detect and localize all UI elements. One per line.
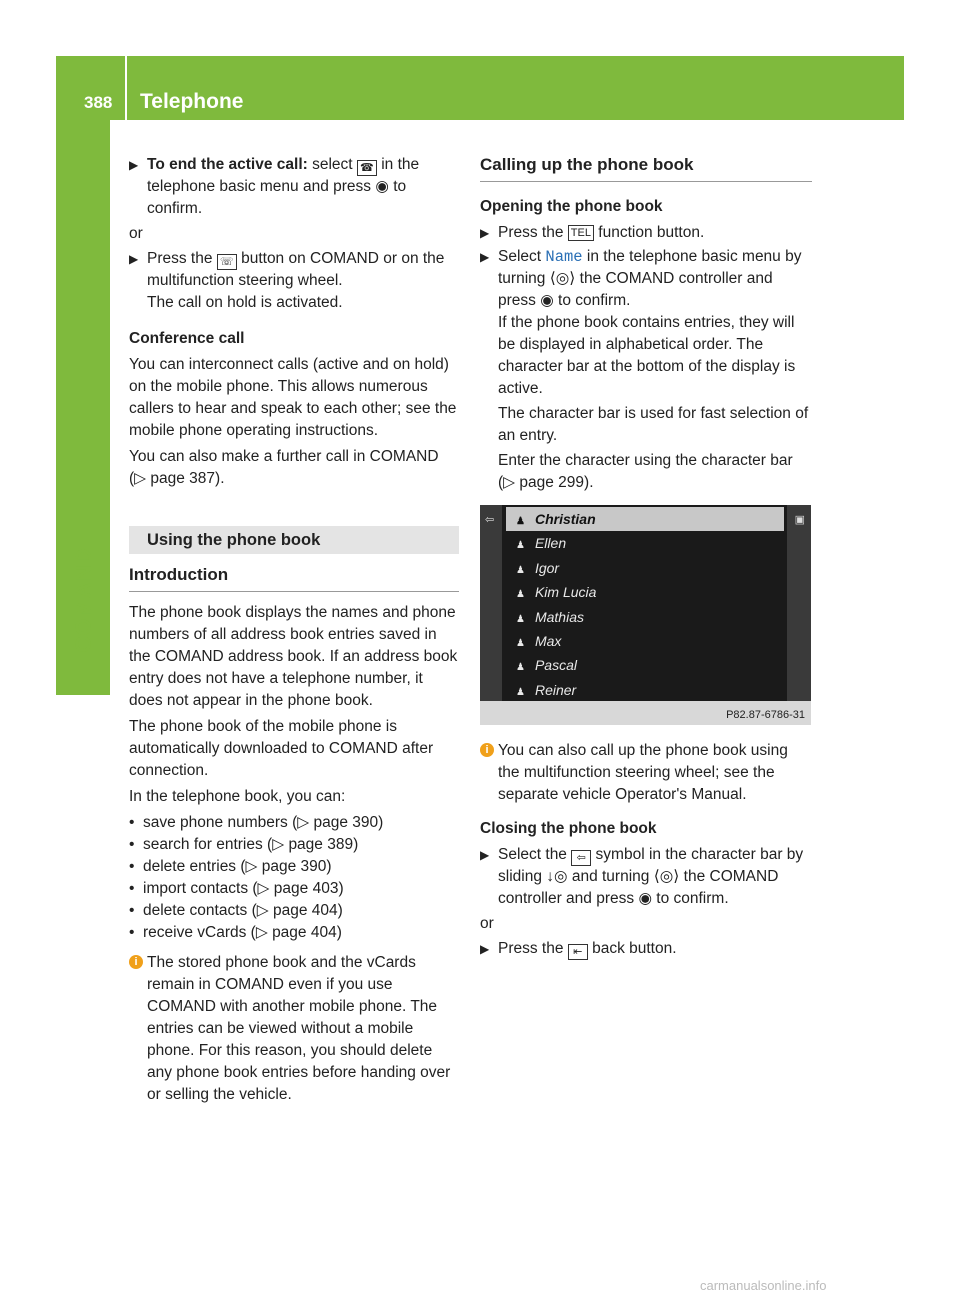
step-result: The call on hold is activated. xyxy=(147,294,343,311)
arrow-icon: ▶ xyxy=(480,942,490,956)
introduction-title: Introduction xyxy=(129,564,459,592)
turn-controller-icon: ⟨◎⟩ xyxy=(653,868,680,885)
contact-row: ♟ Reiner xyxy=(516,681,577,698)
contact-row: ♟ Max xyxy=(516,632,562,649)
opening-title: Opening the phone book xyxy=(480,198,663,215)
intro-para-3: In the telephone book, you can: xyxy=(129,788,346,805)
section-using-phone-book: Using the phone book xyxy=(129,526,459,554)
tel-key-icon: TEL xyxy=(568,225,594,241)
list-item: • receive vCards (▷ page 404) xyxy=(129,924,342,941)
person-icon: ♟ xyxy=(516,516,525,527)
person-icon: ♟ xyxy=(516,540,525,552)
contact-row: ♟ Ellen xyxy=(516,535,567,552)
conference-para-2: You can also make a further call in COMAND (▷ page 387). xyxy=(129,448,439,487)
info-note: i The stored phone book and the vCards remain in COMAND even if you use COMAND with another mobile phone. The entries can be viewed without a mobile phone. For this reason, you should delete any phone book entries before handing over or selling the vehicle. xyxy=(129,952,459,1106)
bullet-list xyxy=(129,812,459,944)
list-item: • delete contacts (▷ page 404) xyxy=(129,902,343,919)
image-code: P82.87-6786-31 xyxy=(726,709,805,721)
header-divider xyxy=(125,56,127,120)
press-controller-icon: ◉ xyxy=(638,890,652,907)
right-column-lower xyxy=(480,740,812,960)
menu-icon: ▣ xyxy=(794,514,805,526)
list-item: • search for entries (▷ page 389) xyxy=(129,836,359,853)
page-title: Telephone xyxy=(140,90,244,113)
arrow-icon: ▶ xyxy=(129,252,139,266)
list-item: • import contacts (▷ page 403) xyxy=(129,880,344,897)
info-note: i You can also call up the phone book using the multifunction steering wheel; see the separate vehicle Operator's Manual. xyxy=(480,740,812,806)
back-button-icon: ⇤ xyxy=(568,944,588,960)
watermark: carmanualsonline.info xyxy=(700,1278,827,1293)
back-arrow-icon: ⇦ xyxy=(485,514,495,526)
press-controller-icon: ◉ xyxy=(375,178,389,195)
arrow-icon: ▶ xyxy=(480,250,490,264)
section-calling-phone-book: Calling up the phone book xyxy=(480,154,812,182)
intro-para-1: The phone book displays the names and phone numbers of all address book entries saved in the COMAND address book. If an address book entry does not have a telephone number, it does not appear in the phone book. xyxy=(129,604,458,709)
slide-controller-icon: ↓◎ xyxy=(546,868,568,885)
step-select-name: ▶ Select Name in the telephone basic menu by turning ⟨◎⟩ the COMAND controller and press ◉ to confirm. xyxy=(480,248,802,309)
contact-row-selected: ♟ Christian xyxy=(506,507,784,531)
step-press-button: ▶ Press the ☏ button on COMAND or on the multifunction steering wheel. xyxy=(129,250,445,289)
step-end-call: ▶ To end the active call: select ☎ in the telephone basic menu and press ◉ to confirm. xyxy=(129,156,420,217)
turn-controller-icon: ⟨◎⟩ xyxy=(549,270,576,287)
right-column xyxy=(480,154,812,494)
person-icon: ♟ xyxy=(516,564,525,576)
or-text: or xyxy=(480,915,494,932)
contact-row: ♟ Igor xyxy=(516,559,560,576)
side-tab-label: COMAND xyxy=(71,547,96,653)
press-controller-icon: ◉ xyxy=(540,292,554,309)
select-name-para-2: The character bar is used for fast selection of an entry. xyxy=(498,405,809,444)
intro-para-2: The phone book of the mobile phone is automatically downloaded to COMAND after connection. xyxy=(129,718,434,779)
closing-title: Closing the phone book xyxy=(480,820,657,837)
hang-up-icon: ☎ xyxy=(357,160,377,176)
step-press-tel: ▶ Press the TEL function button. xyxy=(480,222,812,244)
select-name-para-1: If the phone book contains entries, they will be displayed in alphabetical order. The character bar at the bottom of the display is active. xyxy=(498,314,796,397)
person-icon: ♟ xyxy=(516,662,525,674)
screen-left-bar xyxy=(480,505,502,701)
conference-para-1: You can interconnect calls (active and on hold) on the mobile phone. This allows numerous callers to hear and speak to each other; see the mobile phone operating instructions. xyxy=(129,356,457,439)
contact-list xyxy=(506,507,784,702)
list-item: • save phone numbers (▷ page 390) xyxy=(129,814,384,831)
select-name-para-3: Enter the character using the character bar (▷ page 299). xyxy=(498,452,793,491)
person-icon: ♟ xyxy=(516,589,525,601)
step-press-back: ▶ Press the ⇤ back button. xyxy=(480,940,677,958)
conference-title: Conference call xyxy=(129,330,245,347)
step-select-back-symbol: ▶ Select the ⇦ symbol in the character bar by sliding ↓◎ and turning ⟨◎⟩ the COMAND controller and press ◉ to confirm. xyxy=(480,846,804,907)
left-column xyxy=(129,154,459,1106)
or-text: or xyxy=(129,225,143,242)
end-call-button-icon: ☏ xyxy=(217,254,237,270)
arrow-icon: ▶ xyxy=(129,158,139,172)
arrow-icon: ▶ xyxy=(480,848,490,862)
contact-row: ♟ Pascal xyxy=(516,657,577,674)
back-symbol-icon: ⇦ xyxy=(571,850,591,866)
list-item: • delete entries (▷ page 390) xyxy=(129,858,332,875)
person-icon: ♟ xyxy=(516,637,525,649)
screen-right-bar xyxy=(787,505,811,701)
person-icon: ♟ xyxy=(516,613,525,625)
info-icon: i xyxy=(129,955,143,969)
contact-row: ♟ Mathias xyxy=(516,608,584,625)
info-icon: i xyxy=(480,743,494,757)
arrow-icon: ▶ xyxy=(480,226,490,240)
person-icon: ♟ xyxy=(516,686,525,698)
contact-row: ♟ Kim Lucia xyxy=(516,584,597,601)
phone-book-screenshot xyxy=(480,505,811,725)
page-number: 388 xyxy=(84,93,113,112)
